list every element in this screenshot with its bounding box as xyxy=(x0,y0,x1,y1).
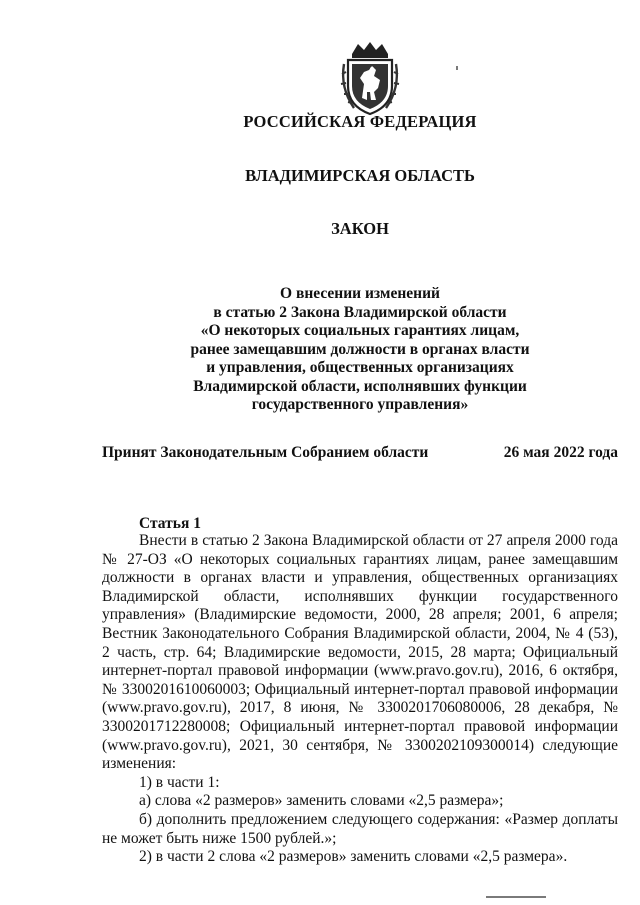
law-title-line: «О некоторых социальных гарантиях лицам, xyxy=(200,322,520,339)
country-heading: РОССИЙСКАЯ ФЕДЕРАЦИЯ xyxy=(243,112,477,131)
region-heading: ВЛАДИМИРСКАЯ ОБЛАСТЬ xyxy=(245,166,475,185)
article-intro-paragraph: Внести в статью 2 Закона Владимирской области от 27 апреля 2000 года № 27-ОЗ «О некоторых социальных гарантиях лицам, ранее замещавшим должности в органах власти и управления, общественных организациях Владимирской области, исполнявших функции государственного управления» (Владимирские ведомости, 2000, 28 апреля; 2001, 6 апреля; Вестник Законодательного Собрания Владимирской области, 2004, № 4 (53), 2 часть, стр. 64; Владимирские ведомости, 2015, 28 марта; Официальный интернет-портал правовой информации (www.pravo.gov.ru), 2016, 6 октября, № 3300201610060003; Официальный интернет-портал правовой информации (www.pravo.gov.ru), 2017, 8 июня, № 3300201706080006, 28 декабря, № 3300201712280008; Официальный интернет-портал правовой информации (www.pravo.gov.ru), 2021, 30 сентября, № 3300202109300014) следующие изменения: xyxy=(102,532,618,773)
law-title-line: в статью 2 Закона Владимирской области xyxy=(213,303,507,321)
law-title-line: государственного управления» xyxy=(251,396,469,413)
adoption-date: 26 мая 2022 года xyxy=(503,444,618,461)
scan-artifact xyxy=(456,66,458,70)
vladimir-coat-of-arms-icon xyxy=(338,40,402,116)
law-title-line: и управления, общественных организациях xyxy=(206,359,514,376)
article-body xyxy=(102,532,618,867)
article-item: 1) в части 1: xyxy=(139,773,220,791)
law-title-line: Владимирской области, исполнявших функции xyxy=(193,377,527,395)
article-item: 2) в части 2 слова «2 размеров» заменить словами «2,5 размера». xyxy=(139,848,568,866)
article-item: а) слова «2 размеров» заменить словами «2,5 размера»; xyxy=(139,792,504,810)
article-heading: Статья 1 xyxy=(139,515,201,532)
adopted-by: Принят Законодательным Собранием области xyxy=(102,444,429,461)
article-item: б) дополнить предложением следующего содержания: «Размер доплаты не может быть ниже 1500 рублей.»; xyxy=(102,810,618,847)
scan-artifact xyxy=(486,896,546,898)
law-title-line: О внесении изменений xyxy=(280,285,440,302)
law-title xyxy=(100,285,620,415)
document-type-heading: ЗАКОН xyxy=(331,219,389,238)
adoption-line xyxy=(102,444,618,462)
law-title-line: ранее замещавшим должности в органах власти xyxy=(190,340,530,358)
